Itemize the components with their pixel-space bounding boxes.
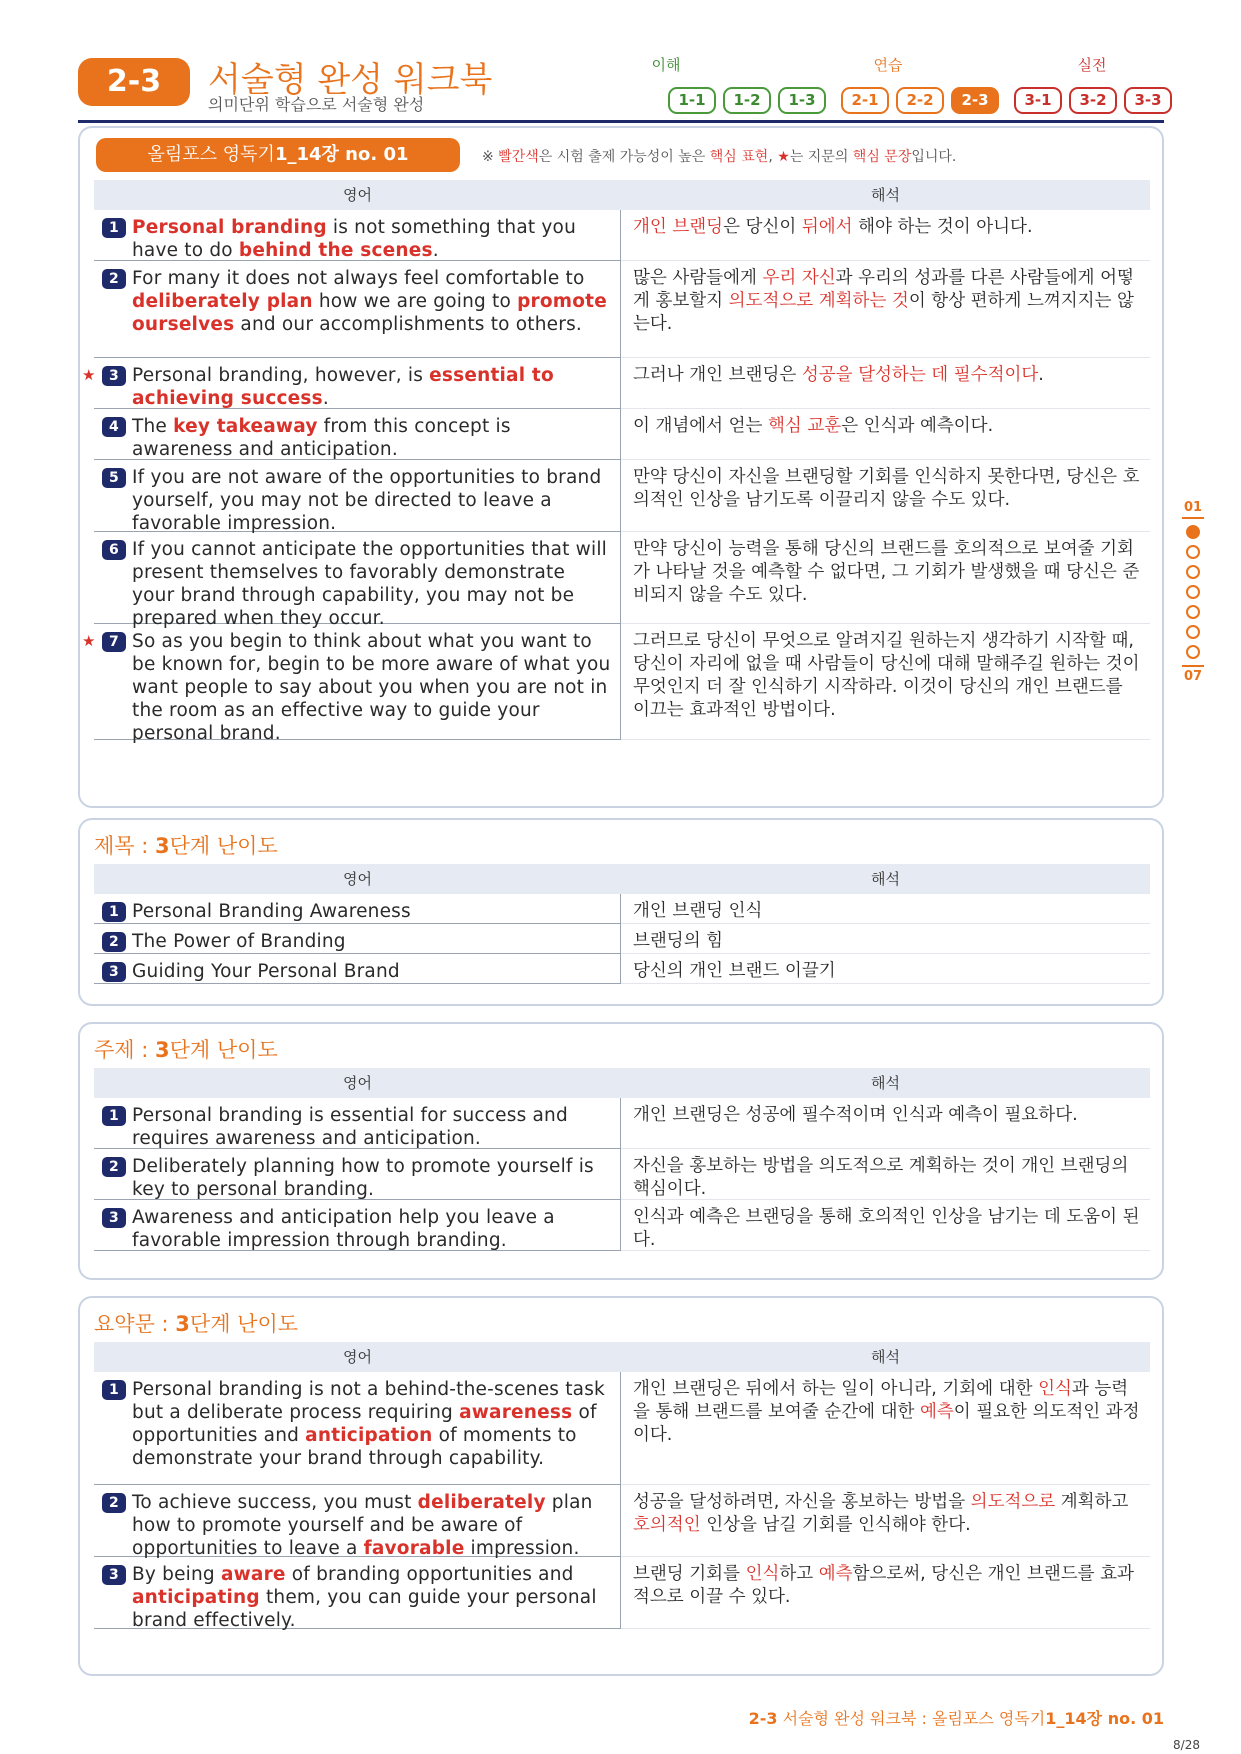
key-sentence-star-icon: ★ <box>82 632 96 650</box>
footer-text: 서술형 완성 워크북 : 올림포스 영독기 <box>777 1709 1046 1728</box>
step-button[interactable]: 1-1 <box>668 87 716 114</box>
sentence-text: The <box>132 416 174 437</box>
sentence-text: 개인 브랜딩은 뒤에서 하는 일이 아니라, 기회에 대한 <box>633 1379 1039 1399</box>
page-footer <box>700 1706 1164 1729</box>
column-header-korean: 해석 <box>871 1074 900 1092</box>
korean-cell <box>621 210 1150 261</box>
lesson-badge: 2-3 <box>78 58 190 106</box>
key-expression: 의도적으로 <box>970 1492 1056 1512</box>
table-row <box>94 460 1150 532</box>
sentence-text: 많은 사람들에게 <box>633 268 763 288</box>
section-title-prefix: 제목 : <box>94 834 155 858</box>
table-row <box>94 210 1150 261</box>
step-button[interactable]: 2-1 <box>841 87 889 114</box>
key-sentence-star-icon: ★ <box>82 366 96 384</box>
key-expression: 성공을 달성하는 데 필수적이다 <box>801 365 1039 385</box>
key-expression: 인식 <box>745 1564 780 1584</box>
legend-key-expression: 핵심 표현 <box>709 149 769 165</box>
sentence-text: 그러나 개인 브랜딩은 <box>633 365 802 385</box>
column-header-english: 영어 <box>343 1074 372 1092</box>
table-row <box>94 1098 1150 1149</box>
column-header-korean: 해석 <box>871 1348 900 1366</box>
sentence-text: The Power of Branding <box>132 931 346 952</box>
key-expression: promote ourselves <box>132 291 607 335</box>
sentence-text: is not something that you have to do <box>132 217 576 261</box>
sentence-number-badge: 5 <box>102 468 126 488</box>
step-button[interactable]: 2-2 <box>896 87 944 114</box>
section-title <box>94 830 278 860</box>
korean-cell <box>621 624 1150 740</box>
sentence-text: 과 능력을 통해 브랜드를 보여줄 순간에 대한 <box>633 1379 1129 1422</box>
progress-dot[interactable] <box>1186 545 1200 559</box>
sentence-text: 은 인식과 예측이다. <box>841 416 994 436</box>
sentence-text: 개인 브랜딩 인식 <box>633 901 763 921</box>
korean-cell <box>621 460 1150 532</box>
sentence-number-badge: 3 <box>102 1565 126 1585</box>
step-button[interactable]: 3-2 <box>1069 87 1117 114</box>
sentence-text: 은 당신이 <box>723 217 802 237</box>
column-header-korean: 해석 <box>871 870 900 888</box>
english-cell <box>94 532 621 629</box>
sentence-text: plan how to promote yourself and be aware of opportunities to leave a <box>132 1492 593 1559</box>
sentence-number-badge: 4 <box>102 417 126 437</box>
summary-card <box>78 1296 1164 1676</box>
theme-card <box>78 1022 1164 1280</box>
korean-cell <box>621 409 1150 460</box>
korean-cell <box>621 1200 1150 1251</box>
korean-cell <box>621 358 1150 409</box>
key-expression: 의도적으로 계획하는 것 <box>728 291 909 311</box>
legend-note-text: ※ <box>482 149 499 165</box>
sentence-text: 그러므로 당신이 무엇으로 알려지길 원하는지 생각하기 시작할 때, 당신이 자리에 없을 때 사람들이 당신에 대해 말해주길 원하는 것이 무엇인지 더 잘 인식하기 시작하라. 이것이 당신의 개인 브랜드를 이끄는 효과적인 방법이다. <box>633 631 1140 720</box>
korean-cell <box>621 1098 1150 1149</box>
sentence-text: 이 항상 편하게 느껴지지는 않는다. <box>633 291 1134 334</box>
progress-dot[interactable] <box>1186 565 1200 579</box>
english-cell <box>94 1098 621 1149</box>
column-header-english: 영어 <box>343 1348 372 1366</box>
sentence-text: 계획하고 <box>1055 1492 1129 1512</box>
header-divider <box>78 120 1164 123</box>
progress-dot[interactable] <box>1186 585 1200 599</box>
english-cell <box>94 1149 621 1200</box>
korean-cell <box>621 261 1150 358</box>
step-button[interactable]: 1-2 <box>723 87 771 114</box>
step-group-label: 연습 <box>873 56 903 74</box>
korean-cell <box>621 954 1150 984</box>
sentence-text: 과 우리의 성과를 다른 사람들에게 어떻게 홍보할지 <box>633 268 1134 311</box>
source-tag <box>96 138 460 172</box>
table-row <box>94 409 1150 460</box>
section-title <box>94 1308 298 1338</box>
english-cell <box>94 1200 621 1251</box>
key-expression: essential to achieving success <box>132 365 554 409</box>
progress-start-label: 01 <box>1183 500 1203 515</box>
korean-cell <box>621 1557 1150 1629</box>
sentence-text: of branding opportunities and <box>285 1564 574 1585</box>
table-row <box>94 1557 1150 1629</box>
sentence-text: Personal branding is not a behind-the-scenes task but a deliberate process requiring <box>132 1379 605 1423</box>
korean-cell <box>621 532 1150 624</box>
step-button[interactable]: 1-3 <box>778 87 826 114</box>
step-button-active[interactable]: 2-3 <box>951 87 999 114</box>
english-cell <box>82 358 621 409</box>
table-header <box>94 1068 1150 1098</box>
legend-note <box>482 146 956 166</box>
key-expression: behind the scenes <box>238 240 433 261</box>
sentence-text: 함으로써, 당신은 개인 브랜드를 효과적으로 이끌 수 있다. <box>633 1564 1134 1607</box>
sentence-text: 인식과 예측은 브랜딩을 통해 호의적인 인상을 남기는 데 도움이 된다. <box>633 1207 1140 1250</box>
sentence-text: 성공을 달성하려면, 자신을 홍보하는 방법을 <box>633 1492 971 1512</box>
legend-red-word: 빨간색 <box>498 149 539 165</box>
progress-end-label: 07 <box>1183 669 1203 684</box>
footer-source: 1_14장 no. 01 <box>1045 1709 1164 1728</box>
table-row <box>94 1372 1150 1485</box>
sentence-text: impression. <box>464 1538 580 1559</box>
sentence-number-badge: 2 <box>102 269 126 289</box>
sentence-number-badge: 1 <box>102 1106 126 1126</box>
sentence-number-badge: 3 <box>102 1208 126 1228</box>
step-button[interactable]: 3-1 <box>1014 87 1062 114</box>
key-expression: Personal branding <box>132 217 327 238</box>
sentence-text: them, you can guide your personal brand effectively. <box>132 1587 597 1631</box>
sentence-text: Personal branding is essential for success and requires awareness and anticipation. <box>132 1105 568 1149</box>
sentence-number-badge: 3 <box>102 962 126 982</box>
sentence-text: If you cannot anticipate the opportunities that will present themselves to favorably demonstrate your brand through capability, you may not be prepared when they occur. <box>132 539 608 629</box>
english-cell <box>94 210 621 261</box>
progress-dot[interactable] <box>1186 605 1200 619</box>
sentence-text: Guiding Your Personal Brand <box>132 961 400 982</box>
english-cell <box>94 460 621 532</box>
source-tag-bold: 1_14장 no. 01 <box>274 144 409 165</box>
sentence-text: 이 개념에서 얻는 <box>633 416 769 436</box>
sentence-text: Personal branding, however, is <box>132 365 430 386</box>
sentence-number-badge: 2 <box>102 1157 126 1177</box>
section-title-suffix: 단계 난이도 <box>169 1038 278 1062</box>
sentence-number-badge: 1 <box>102 1380 126 1400</box>
sentence-text: and our accomplishments to others. <box>234 314 582 335</box>
english-cell <box>94 924 621 954</box>
title-card <box>78 818 1164 1006</box>
sentence-number-badge: 1 <box>102 218 126 238</box>
key-expression: key takeaway <box>173 416 318 437</box>
sentence-text: 하고 <box>779 1564 819 1584</box>
page-title: 서술형 완성 워크북 <box>208 60 493 100</box>
korean-cell <box>621 1149 1150 1200</box>
sentence-text: . <box>322 388 329 409</box>
table-row <box>94 1149 1150 1200</box>
column-header-korean: 해석 <box>871 186 900 204</box>
key-expression: 예측 <box>818 1564 853 1584</box>
sentence-text: Personal Branding Awareness <box>132 901 411 922</box>
key-expression: 호의적인 <box>633 1515 701 1535</box>
footer-lesson: 2-3 <box>748 1709 778 1728</box>
table-row <box>94 1200 1150 1251</box>
step-group-label: 실전 <box>1077 56 1107 74</box>
sentence-text: 인상을 남길 기회를 인식해야 한다. <box>700 1515 971 1535</box>
legend-key-sentence: 핵심 문장 <box>852 149 912 165</box>
section-title-level: 3 <box>155 834 170 858</box>
table-row <box>82 624 1150 744</box>
star-icon: ★ <box>777 149 790 165</box>
table-row <box>94 532 1150 629</box>
english-cell <box>94 1485 621 1557</box>
sentence-text: 브랜딩의 힘 <box>633 931 724 951</box>
section-title-prefix: 요약문 : <box>94 1312 176 1336</box>
key-expression: aware <box>220 1564 286 1585</box>
sentence-text: of opportunities and <box>132 1402 597 1446</box>
sentence-text: 개인 브랜딩은 성공에 필수적이며 인식과 예측이 필요하다. <box>633 1105 1078 1125</box>
page-number: 8/28 <box>1173 1738 1200 1752</box>
step-button[interactable]: 3-3 <box>1124 87 1172 114</box>
table-row <box>94 924 1150 954</box>
progress-dot[interactable] <box>1186 645 1200 659</box>
sentence-text: Awareness and anticipation help you leave a favorable impression through branding. <box>132 1207 555 1251</box>
step-group-label: 이해 <box>651 56 681 74</box>
section-title-level: 3 <box>155 1038 170 1062</box>
english-cell <box>94 1557 621 1629</box>
section-title-suffix: 단계 난이도 <box>169 834 278 858</box>
table-header <box>94 180 1150 210</box>
source-tag-prefix: 올림포스 영독기 <box>147 144 275 165</box>
page-subtitle: 의미단위 학습으로 서술형 완성 <box>208 95 425 114</box>
legend-note-text: 입니다. <box>911 149 957 165</box>
sentence-text: 만약 당신이 자신을 브랜딩할 기회를 인식하지 못한다면, 당신은 호의적인 인상을 남기도록 이끌리지 않을 수도 있다. <box>633 467 1140 510</box>
key-expression: 뒤에서 <box>801 217 853 237</box>
sentence-text: . <box>1038 365 1044 385</box>
table-header <box>94 1342 1150 1372</box>
english-cell <box>94 261 621 358</box>
sentence-text: Deliberately planning how to promote yourself is key to personal branding. <box>132 1156 594 1200</box>
key-expression: 개인 브랜딩 <box>633 217 724 237</box>
key-expression: 예측 <box>919 1402 954 1422</box>
sentence-text: how we are going to <box>312 291 518 312</box>
sentence-number-badge: 6 <box>102 540 126 560</box>
progress-rule <box>1182 517 1204 519</box>
section-title-level: 3 <box>175 1312 190 1336</box>
key-expression: 우리 자신 <box>762 268 836 288</box>
key-expression: anticipating <box>132 1587 260 1608</box>
table-row <box>94 894 1150 924</box>
key-expression: anticipation <box>305 1425 433 1446</box>
section-title-prefix: 주제 : <box>94 1038 155 1062</box>
sentence-text: 해야 하는 것이 아니다. <box>852 217 1033 237</box>
sentence-text: 만약 당신이 능력을 통해 당신의 브랜드를 호의적으로 보여줄 기회가 나타날 것을 예측할 수 없다면, 그 기회가 발생했을 때 당신은 준비되지 않을 수도 있다. <box>633 539 1140 605</box>
legend-note-text: 은 시험 출제 가능성이 높은 <box>538 149 710 165</box>
progress-dot[interactable] <box>1186 625 1200 639</box>
column-header-english: 영어 <box>343 870 372 888</box>
section-title-suffix: 단계 난이도 <box>189 1312 299 1336</box>
english-cell <box>94 409 621 460</box>
legend-note-text: 는 지문의 <box>789 149 853 165</box>
sentence-number-badge: 3 <box>102 366 126 386</box>
sentence-number-badge: 2 <box>102 1493 126 1513</box>
english-cell <box>82 624 621 744</box>
english-cell <box>94 954 621 984</box>
korean-cell <box>621 894 1150 924</box>
key-expression: 인식 <box>1038 1379 1072 1399</box>
table-header <box>94 864 1150 894</box>
sentence-text: . <box>432 240 439 261</box>
section-title <box>94 1034 278 1064</box>
sentence-number-badge: 1 <box>102 902 126 922</box>
sentence-number-badge: 2 <box>102 932 126 952</box>
column-header-english: 영어 <box>343 186 372 204</box>
sentence-text: To achieve success, you must <box>132 1492 418 1513</box>
passage-card <box>78 126 1164 808</box>
progress-rule <box>1182 665 1204 667</box>
sentence-text: 자신을 홍보하는 방법을 의도적으로 계획하는 것이 개인 브랜딩의 핵심이다. <box>633 1156 1129 1199</box>
sentence-number-badge: 7 <box>102 632 126 652</box>
sentence-text: 당신의 개인 브랜드 이끌기 <box>633 961 836 981</box>
key-expression: favorable <box>363 1538 465 1559</box>
key-expression: 핵심 교훈 <box>768 416 842 436</box>
korean-cell <box>621 1485 1150 1557</box>
key-expression: deliberately plan <box>132 291 313 312</box>
table-row <box>82 358 1150 409</box>
passage-progress <box>1182 500 1204 684</box>
key-expression: deliberately <box>417 1492 546 1513</box>
sentence-text: 브랜딩 기회를 <box>633 1564 746 1584</box>
sentence-text: If you are not aware of the opportunities to brand yourself, you may not be directed to leave a favorable impression. <box>132 467 602 534</box>
sentence-text: 이 필요한 의도적인 과정이다. <box>633 1402 1140 1445</box>
table-row <box>94 1485 1150 1557</box>
korean-cell <box>621 1372 1150 1485</box>
legend-note-text: , <box>768 149 778 165</box>
sentence-text: By being <box>132 1564 221 1585</box>
key-expression: awareness <box>459 1402 573 1423</box>
sentence-text: of moments to demonstrate your brand through capability. <box>132 1425 577 1469</box>
progress-dot-current[interactable] <box>1186 525 1200 539</box>
table-row <box>94 261 1150 358</box>
english-cell <box>94 1372 621 1485</box>
sentence-text: So as you begin to think about what you want to be known for, begin to be more aware of what you want people to say about you when you are not in the room as an effective way to guide your personal brand. <box>132 631 611 744</box>
sentence-text: from this concept is awareness and anticipation. <box>132 416 511 460</box>
table-row <box>94 954 1150 984</box>
english-cell <box>94 894 621 924</box>
sentence-text: For many it does not always feel comfortable to <box>132 268 585 289</box>
korean-cell <box>621 924 1150 954</box>
